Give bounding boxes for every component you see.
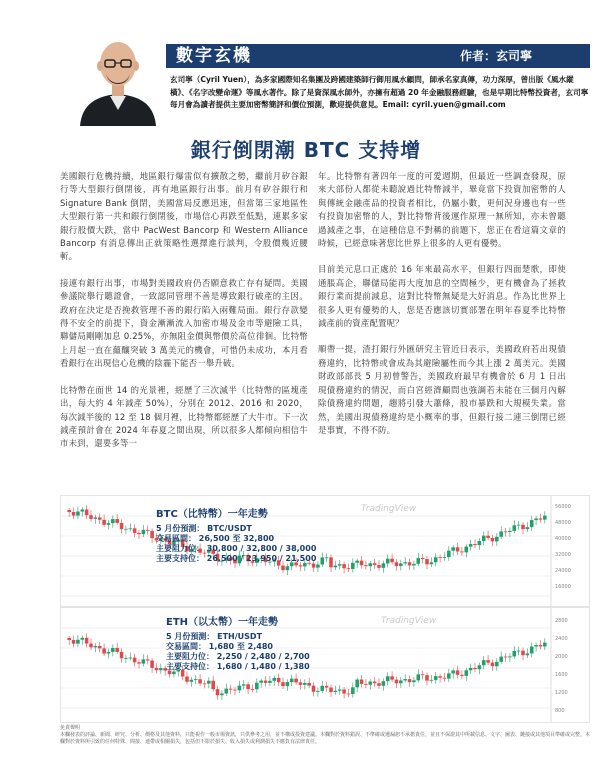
candle-body — [76, 640, 80, 644]
disclaimer-heading: 免責聲明 — [60, 725, 81, 731]
candle-body — [408, 679, 412, 682]
column-header — [70, 30, 590, 128]
candle-body — [478, 541, 482, 545]
candle-body — [342, 689, 346, 693]
candle-body — [399, 563, 403, 566]
candle-body — [128, 528, 132, 529]
candle-body — [430, 680, 434, 681]
candle-body — [211, 681, 215, 689]
candle-body — [377, 565, 381, 568]
eth-range-line: 交易區間： 1,680 至 2,480 — [166, 642, 273, 651]
candle-body — [72, 640, 76, 644]
btc-price-plot — [61, 496, 590, 607]
candle-body — [307, 683, 311, 686]
candle-body — [512, 525, 516, 531]
candle-body — [299, 565, 303, 566]
candle-body — [137, 533, 141, 534]
candle-body — [281, 682, 285, 686]
author-photo — [74, 30, 162, 126]
candle-body — [495, 537, 499, 542]
column-title-bar — [166, 44, 590, 68]
candle-body — [128, 658, 132, 659]
author-bio — [170, 74, 590, 112]
candle-body — [98, 646, 102, 648]
candle-body — [281, 566, 285, 571]
candle-body — [120, 523, 124, 529]
candle-body — [377, 683, 381, 686]
candle-body — [395, 680, 399, 684]
candle-body — [272, 678, 276, 681]
candle-body — [473, 544, 477, 545]
eth-chart-title: ETH（以太幣）一年走勢 — [166, 617, 279, 628]
candle-body — [185, 676, 189, 681]
article-paragraph: 目前美元息口正處於 16 年來最高水平，但銀行四面楚歌，即使通脹高企，聯儲局能再大度加息的空間極少，更有機會為了拯救銀行業而提前減息，這對比特幣無疑是大好消息。作為比世界上很多人更有優勢的人，您是否應該切實部署在明年春夏季比特幣減產前的資產配置呢？ — [318, 264, 566, 329]
candle-body — [342, 564, 346, 568]
candle-body — [403, 562, 407, 563]
candle-body — [364, 565, 368, 566]
candle-body — [421, 674, 425, 675]
eth-forecast-box — [166, 616, 310, 672]
svg-text:40000: 40000 — [555, 536, 571, 542]
article-paragraph: 年。比特幣有著四年一度的可愛週期，但最近一些調查發現，原來大部份人都從未聽說過比特幣減半，畢竟當下投資加密幣的人與傳統金融產品的投資者相比，仍屬小數，更何況身邊也有一些有投資加密幣的人，對比特幣背後運作原理一無所知，亦未曾聽過減產之事，在這種信息不對稱的前題下，您正在看這篇文章的時候，已經意味著您比世界上很多的人更有優勢。 — [318, 171, 566, 249]
candle-body — [334, 691, 338, 692]
candle-body — [386, 676, 390, 681]
candle-body — [382, 563, 386, 567]
candle-body — [543, 643, 547, 647]
candle-body — [80, 638, 84, 640]
candle-body — [133, 528, 137, 533]
candle-body — [508, 656, 512, 657]
eth-support-line: 主要支持位： 1,680 / 1,480 / 1,380 — [166, 662, 310, 671]
candle-body — [102, 648, 106, 653]
candle-body — [434, 557, 438, 562]
candle-body — [495, 662, 499, 666]
svg-text:2000: 2000 — [555, 654, 568, 660]
svg-text:48000: 48000 — [555, 520, 571, 526]
candle-body — [137, 662, 141, 663]
candle-body — [251, 689, 255, 690]
candle-body — [303, 683, 307, 685]
svg-text:32000: 32000 — [555, 552, 571, 558]
btc-forecast-box — [156, 508, 316, 564]
candle-body — [80, 510, 84, 512]
disclaimer-text: 本欄發表的評論、新聞、研究、分析、價格及其他資料，只能視作一般市場資訊，只供參考之用，並不構成投資建議。本欄對於資料錯誤、不準確或遺漏恕不承擔責任，並且不保證其中所載信息、文字、圖表、鏈接或其他項目準確或完整。本欄對於資料所引致的任何特殊、間接、連帶或相關損失，包括但不限於損失、收入損失或利潤損失不應負有法律責任。 — [60, 732, 591, 745]
candle-body — [469, 544, 473, 547]
candle-body — [142, 659, 146, 663]
candle-body — [329, 688, 333, 692]
candle-body — [473, 668, 477, 669]
candle-body — [451, 670, 455, 673]
candle-body — [150, 660, 154, 667]
candle-body — [491, 663, 495, 667]
candle-body — [238, 686, 242, 691]
svg-text:2400: 2400 — [555, 636, 568, 642]
candle-body — [482, 660, 486, 665]
candle-body — [124, 658, 128, 659]
candle-body — [368, 682, 372, 685]
article-paragraph: 美國銀行危機持續，地區銀行爆雷似有擴散之勢，繼前月矽谷銀行等大型銀行倒閉後，再有地區銀行出事。前月有矽谷銀行和 Signature Bank 倒閉，美國當局反應迅速，但當第三家地區性大型銀行第一共和銀行倒閉後，市場信心再跌至低點，連累多家銀行股價大跌，當中 PacWest Bancorp 和 Western Alliance Bancorp 有消息傳出正就策略性選擇進行談判，令股價幾近腰斬。 — [60, 171, 308, 262]
candle-body — [447, 673, 451, 678]
author-email-link[interactable]: cyril.yuen@gmail.com — [411, 100, 506, 110]
candle-body — [216, 689, 220, 695]
candle-body — [107, 652, 111, 654]
candle-body — [351, 563, 355, 569]
candle-body — [416, 558, 420, 564]
candle-body — [416, 674, 420, 680]
candle-body — [539, 518, 543, 519]
candle-body — [198, 679, 202, 683]
candle-body — [425, 675, 429, 680]
eth-forecast-line: 5 月份預測： ETH/USDT — [166, 632, 263, 641]
candle-body — [438, 676, 442, 678]
candle-body — [526, 527, 530, 529]
candle-body — [530, 520, 534, 527]
candle-body — [434, 676, 438, 680]
candle-body — [224, 689, 228, 694]
candle-body — [316, 565, 320, 568]
svg-text:24000: 24000 — [555, 568, 571, 574]
candle-body — [98, 517, 102, 519]
candle-body — [72, 512, 76, 516]
candle-body — [543, 516, 547, 520]
eth-resistance-line: 主要阻力位： 2,250 / 2,480 / 2,700 — [166, 652, 310, 661]
candle-body — [395, 562, 399, 566]
candle-body — [421, 558, 425, 559]
candle-body — [150, 531, 154, 538]
candle-body — [464, 670, 468, 676]
candle-body — [207, 681, 211, 684]
candle-body — [368, 563, 372, 566]
candle-body — [443, 678, 447, 679]
candle-body — [312, 564, 316, 568]
btc-chart — [60, 495, 590, 607]
candle-body — [120, 652, 124, 658]
candle-body — [115, 648, 119, 652]
btc-chart-title: BTC（比特幣）一年走勢 — [156, 509, 268, 520]
chart-watermark: TradingView — [381, 616, 437, 626]
column-name: 數字玄機 — [176, 46, 252, 66]
candle-body — [425, 559, 429, 564]
candle-body — [390, 676, 394, 679]
candle-body — [325, 557, 329, 558]
article-paragraph: 順帶一提，渣打銀行外匯研究主管近日表示，美國政府若出現債務違約，比特幣或會成為其避險屬性而今其上漲 2 萬美元。美國財政部部長 5 月初曾警告，美國政府最早有機會於 6 月 1 日出現債務違約的情況，而白宮經濟顧問也強調若未能在三個月內解除債務違約問題，趨將引發大蕭條，股市暴跌和大規模失業。當然，美國出現債務違約是小概率的事，但銀行接二連三倒閉已經是事實，不得不防。 — [318, 344, 566, 435]
btc-forecast-line: 5 月份預測： BTC/USDT — [156, 524, 252, 533]
author-portrait-icon — [74, 30, 162, 126]
candle-body — [438, 557, 442, 558]
candle-body — [67, 510, 71, 512]
candle-body — [456, 670, 460, 674]
candle-body — [268, 681, 272, 683]
candle-body — [320, 686, 324, 691]
btc-resistance-line: 主要阻力位： 30,800 / 32,800 / 38,000 — [156, 544, 317, 553]
svg-text:56000: 56000 — [555, 504, 571, 510]
candle-body — [451, 547, 455, 550]
candle-body — [220, 693, 224, 695]
candle-body — [373, 682, 377, 684]
candle-body — [264, 681, 268, 683]
article-paragraph: 接連有銀行出事，市場對美國政府仍否願意救亡存有疑問。美國參議院舉行聽證會，一致認同管理不善是導致銀行破產的主因。政府在決定是否挽救管理不善的銀行陷入兩難局面。銀行存款變得不安全的前提下，資金漸漸流入加密市場及金市等避險工具，聯儲局剛剛加息 0.25%，亦無阻金價與幣價於高位徘徊。比特幣上月起一直在蘊釀突破 3 萬美元的機會，可惜仍未成功，本月看看銀行在出現信心危機的陰霾下能否一舉升破。 — [60, 277, 308, 369]
candle-body — [386, 559, 390, 564]
candle-body — [89, 515, 93, 519]
candle-body — [469, 668, 473, 670]
candle-body — [142, 530, 146, 534]
candle-body — [229, 689, 233, 690]
candle-body — [530, 647, 534, 654]
candle-body — [351, 687, 355, 694]
candle-body — [111, 519, 115, 523]
candle-body — [499, 531, 503, 536]
candle-body — [482, 536, 486, 541]
candle-body — [329, 557, 333, 567]
candle-body — [312, 686, 316, 692]
candle-body — [115, 519, 119, 523]
candle-body — [360, 561, 364, 566]
candle-body — [203, 683, 207, 684]
candle-body — [146, 530, 150, 531]
candle-body — [67, 638, 71, 640]
candle-body — [403, 679, 407, 680]
candle-body — [456, 547, 460, 551]
candle-body — [534, 645, 538, 646]
candle-body — [382, 681, 386, 686]
candle-body — [478, 665, 482, 669]
candle-body — [460, 551, 464, 552]
candle-body — [85, 638, 89, 644]
candle-body — [325, 686, 329, 688]
candle-body — [399, 680, 403, 683]
article-paragraph: 比特幣在面世 14 的光景裡，經歷了三次減半（比特幣的區塊產出，每大約 4 年減產 50%），分別在 2012、2016 和 2020，每次減半後的 12 至 18 個月裡，比特幣都經歷了大牛市。下一次減產預計會在 2024 年春夏之間出現，所以很多人都傾向相信牛市未到，還要多等一 — [60, 384, 308, 449]
author-byline: 作者：玄司寧 — [459, 49, 532, 63]
candle-body — [277, 678, 281, 682]
candle-body — [447, 551, 451, 557]
candle-body — [155, 668, 159, 670]
candle-body — [85, 510, 89, 516]
candle-body — [94, 646, 98, 647]
candle-body — [504, 531, 508, 532]
candle-body — [355, 561, 359, 563]
candle-body — [486, 660, 490, 662]
candle-body — [242, 684, 246, 685]
candle-body — [364, 684, 368, 685]
candle-body — [334, 566, 338, 568]
candle-body — [491, 538, 495, 541]
candle-body — [124, 529, 128, 530]
candle-body — [508, 531, 512, 532]
candle-body — [521, 525, 525, 529]
svg-text:16000: 16000 — [555, 584, 571, 590]
candle-body — [338, 689, 342, 690]
candle-body — [133, 658, 137, 663]
candle-body — [107, 523, 111, 525]
svg-text:1200: 1200 — [555, 690, 568, 696]
candle-body — [259, 681, 263, 683]
candle-body — [159, 668, 163, 670]
candle-body — [534, 518, 538, 520]
candle-body — [347, 694, 351, 695]
candle-body — [94, 517, 98, 518]
candle-body — [355, 680, 359, 688]
eth-chart — [60, 607, 590, 723]
candle-body — [255, 683, 259, 690]
candle-body — [499, 657, 503, 662]
candle-body — [486, 536, 490, 538]
candle-body — [294, 679, 298, 683]
article-column-right — [318, 170, 566, 450]
candle-body — [464, 547, 468, 553]
candle-body — [194, 679, 198, 680]
candle-body — [408, 562, 412, 565]
svg-text:800: 800 — [555, 708, 565, 714]
candle-body — [316, 691, 320, 692]
candle-body — [460, 675, 464, 676]
author-bio-text: 玄司寧（Cyril Yuen），為多家國際知名集團及跨國建築師行御用風水顧問，師承名家真傳，功力深厚，曾出版《風水縱橫》、《名字改變命運》等風水著作。除了是資深風水師外，亦擁有超過 20 年金融服務經驗，也是早期比特幣投資者，玄司寧每月會為讀者提供主要加密幣簡評和價位預測，歡迎提供意見。Email: — [170, 75, 589, 110]
candle-body — [102, 520, 106, 525]
disclaimer — [60, 725, 590, 746]
candle-body — [233, 690, 237, 691]
candle-body — [338, 564, 342, 565]
candle-body — [504, 657, 508, 658]
candle-body — [89, 644, 93, 648]
candle-body — [286, 682, 290, 686]
candle-body — [390, 559, 394, 563]
candle-body — [290, 679, 294, 682]
candle-body — [373, 563, 377, 565]
candle-body — [190, 680, 194, 682]
btc-range-line: 交易區間： 26,500 至 32,800 — [156, 534, 275, 543]
btc-support-line: 主要支持位： 26,500 / 23,950 / 21,500 — [156, 554, 317, 563]
candle-body — [299, 682, 303, 684]
candle-body — [360, 680, 364, 684]
candle-body — [517, 525, 521, 526]
candle-body — [430, 562, 434, 564]
candle-body — [246, 684, 250, 689]
candle-body — [320, 557, 324, 564]
article-column-left — [60, 170, 308, 464]
candle-body — [512, 651, 516, 656]
candle-body — [517, 651, 521, 652]
candle-body — [111, 648, 115, 652]
candle-body — [539, 645, 543, 646]
candle-body — [521, 651, 525, 656]
candle-body — [412, 564, 416, 566]
candle-body — [286, 566, 290, 570]
candle-body — [146, 659, 150, 660]
candle-body — [526, 653, 530, 655]
article-headline: 銀行倒閉潮 BTC 支持增 — [190, 138, 422, 162]
chart-watermark: TradingView — [361, 504, 417, 514]
candle-body — [412, 680, 416, 682]
svg-text:2800: 2800 — [555, 618, 568, 624]
svg-text:1600: 1600 — [555, 672, 568, 678]
candle-body — [443, 557, 447, 558]
eth-price-plot — [61, 608, 590, 723]
candle-body — [347, 568, 351, 569]
candle-body — [76, 512, 80, 516]
